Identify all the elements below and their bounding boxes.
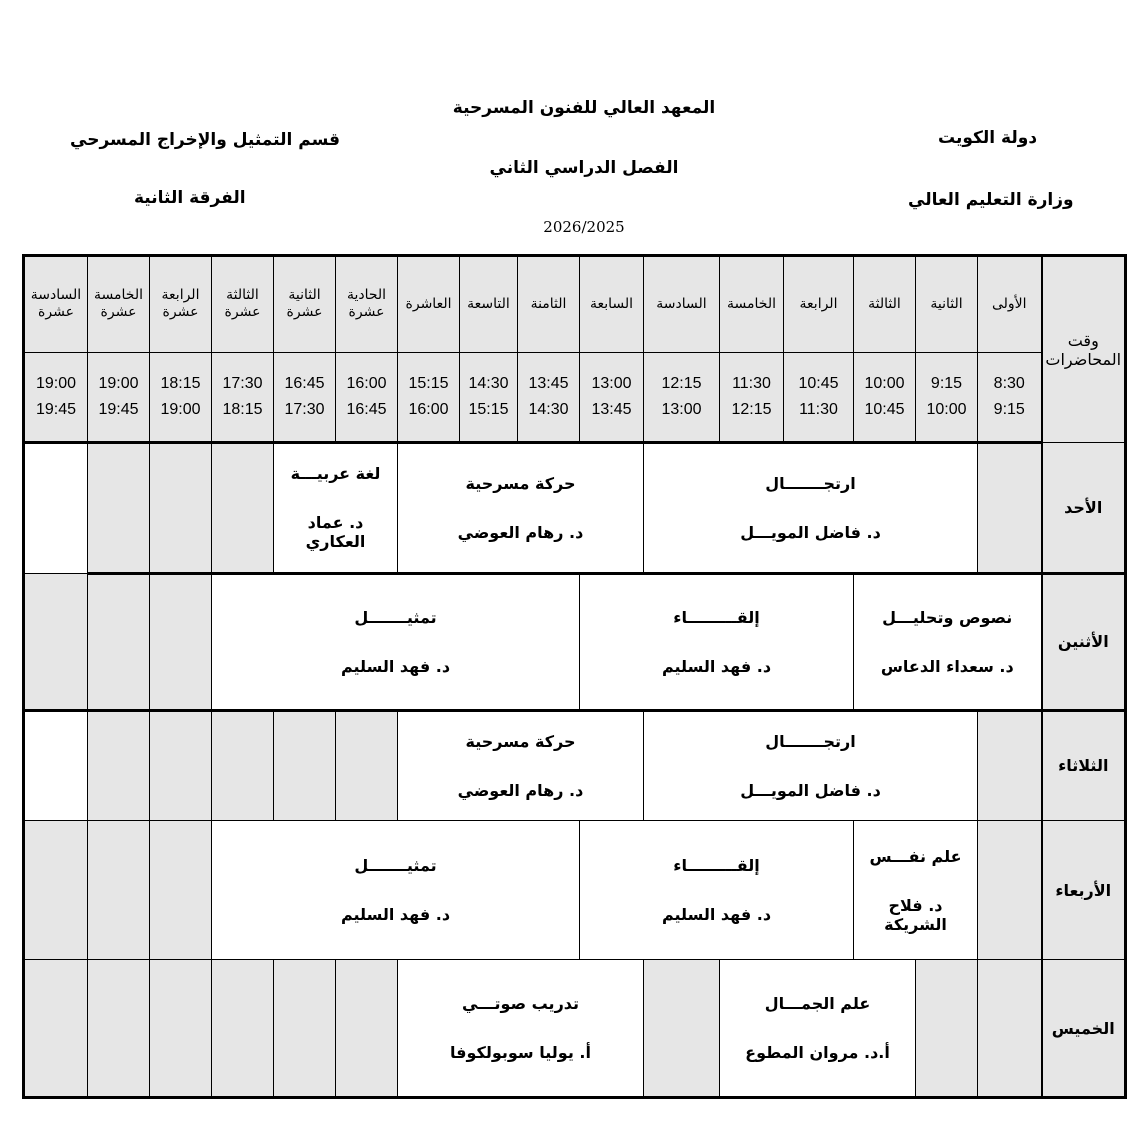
period-time	[398, 352, 460, 443]
day-label: الأربعاء	[1042, 821, 1126, 960]
day-row-monday	[24, 573, 1126, 710]
empty-slot	[88, 443, 150, 574]
day-label: الثلاثاء	[1042, 710, 1126, 821]
empty-slot	[212, 960, 274, 1098]
instructor-name: د. فهد السليم	[661, 905, 772, 925]
course-cell	[212, 821, 580, 960]
instructor-name: د. رهام العوضي	[457, 522, 584, 542]
start-time: 19:00	[35, 375, 77, 393]
course-cell	[854, 821, 978, 960]
class-group-label: الفرقة الثانية	[134, 188, 246, 208]
day-label: الأثنين	[1042, 573, 1126, 710]
day-row-wednesday	[24, 821, 1126, 960]
end-time: 19:00	[160, 400, 201, 418]
instructor-name: د. فهد السليم	[661, 656, 772, 676]
end-time: 15:15	[468, 400, 509, 418]
end-time: 19:45	[35, 400, 77, 418]
period-name: الرابعة	[784, 256, 854, 353]
period-time	[460, 352, 518, 443]
period-name: الخامسة عشرة	[88, 256, 150, 353]
period-name: الثالثة	[854, 256, 916, 353]
academic-year: 2026/2025	[543, 218, 625, 236]
course-cell	[644, 443, 978, 574]
empty-slot	[978, 821, 1042, 960]
instructor-name: د. عماد العكاري	[305, 513, 366, 552]
course-title: نصوص وتحليـــل	[882, 607, 1013, 627]
end-time: 16:00	[408, 400, 449, 418]
instructor-name: د. فلاح الشريكة	[884, 895, 947, 934]
empty-slot	[916, 960, 978, 1098]
instructor-name: أ.د. مروان المطوع	[745, 1043, 890, 1063]
period-time	[784, 352, 854, 443]
instructor-name: د. فاضل المويـــل	[740, 522, 881, 542]
start-time: 8:30	[993, 375, 1025, 393]
period-name: الثانية عشرة	[274, 256, 336, 353]
period-time	[150, 352, 212, 443]
instructor-name: د. فهد السليم	[340, 656, 451, 676]
empty-slot	[88, 710, 150, 821]
course-title: إلقـــــــــاء	[673, 856, 760, 876]
day-label: الخميس	[1042, 960, 1126, 1098]
empty-slot	[644, 960, 720, 1098]
start-time: 16:00	[346, 375, 387, 393]
empty-slot	[88, 821, 150, 960]
end-time: 13:00	[661, 400, 702, 418]
period-name: السادسة عشرة	[24, 256, 88, 353]
schedule-table	[22, 254, 1127, 1099]
course-title: تمثيـــــــل	[354, 856, 437, 876]
empty-slot	[150, 821, 212, 960]
institute-title: المعهد العالي للفنون المسرحية	[452, 98, 716, 118]
end-time: 10:00	[926, 400, 967, 418]
empty-slot	[978, 710, 1042, 821]
course-cell	[720, 960, 916, 1098]
course-cell	[398, 443, 644, 574]
period-time	[854, 352, 916, 443]
course-title: تدريب صوتـــي	[461, 994, 580, 1014]
start-time: 13:45	[528, 375, 569, 393]
start-time: 13:00	[591, 375, 632, 393]
course-cell	[212, 573, 580, 710]
end-time: 11:30	[799, 400, 838, 418]
empty-slot	[150, 573, 212, 710]
empty-slot	[88, 960, 150, 1098]
period-time	[978, 352, 1042, 443]
period-time	[212, 352, 274, 443]
course-cell	[398, 960, 644, 1098]
period-name: الثانية	[916, 256, 978, 353]
period-name: العاشرة	[398, 256, 460, 353]
semester-label: الفصل الدراسي الثاني	[489, 158, 679, 178]
course-title: حركة مسرحية	[465, 473, 576, 493]
course-cell	[644, 710, 978, 821]
empty-slot	[336, 710, 398, 821]
course-cell	[854, 573, 1042, 710]
period-name: الثالثة عشرة	[212, 256, 274, 353]
empty-slot	[978, 443, 1042, 574]
period-name: الرابعة عشرة	[150, 256, 212, 353]
period-time	[580, 352, 644, 443]
period-name: السابعة	[580, 256, 644, 353]
day-label: الأحد	[1042, 443, 1126, 574]
empty-slot	[24, 573, 88, 710]
instructor-name: د. سعداء الدعاس	[880, 656, 1014, 676]
day-row-tuesday	[24, 710, 1126, 821]
course-title: ارتجـــــــال	[765, 473, 856, 493]
lecture-time-header: وقت المحاضرات	[1042, 256, 1126, 443]
start-time: 10:45	[798, 375, 839, 393]
course-cell	[274, 443, 398, 574]
end-time: 19:45	[98, 400, 139, 418]
end-time: 12:15	[731, 400, 772, 418]
period-time	[24, 352, 88, 443]
day-row-sunday	[24, 443, 1126, 574]
empty-slot	[150, 710, 212, 821]
empty-slot	[88, 573, 150, 710]
start-time: 17:30	[222, 375, 263, 393]
country-label: دولة الكويت	[938, 128, 1038, 148]
start-time: 12:15	[661, 375, 702, 393]
course-title: تمثيـــــــل	[354, 607, 437, 627]
period-time	[644, 352, 720, 443]
start-time: 18:15	[160, 375, 201, 393]
period-name: الأولى	[978, 256, 1042, 353]
start-time: 16:45	[284, 375, 325, 393]
instructor-name: أ. يوليا سوبولكوفا	[450, 1043, 591, 1063]
course-cell	[580, 821, 854, 960]
empty-slot	[212, 443, 274, 574]
empty-slot	[150, 443, 212, 574]
start-time: 19:00	[98, 375, 139, 393]
instructor-name: د. فاضل المويـــل	[740, 780, 881, 800]
period-name: السادسة	[644, 256, 720, 353]
end-time: 9:15	[993, 400, 1025, 418]
empty-slot	[978, 960, 1042, 1098]
period-time	[916, 352, 978, 443]
course-title: لغة عربيـــة	[290, 464, 381, 484]
empty-slot	[150, 960, 212, 1098]
day-row-thursday	[24, 960, 1126, 1098]
end-time: 18:15	[222, 400, 263, 418]
period-times-row	[24, 352, 1126, 443]
course-cell	[580, 573, 854, 710]
period-name: التاسعة	[460, 256, 518, 353]
empty-slot	[24, 960, 88, 1098]
course-title: حركة مسرحية	[465, 731, 576, 751]
end-time: 13:45	[591, 400, 632, 418]
empty-slot	[336, 960, 398, 1098]
empty-slot	[24, 821, 88, 960]
start-time: 15:15	[408, 375, 449, 393]
instructor-name: د. فهد السليم	[340, 905, 451, 925]
period-time	[274, 352, 336, 443]
ministry-label: وزارة التعليم العالي	[908, 190, 1074, 210]
period-name: الثامنة	[518, 256, 580, 353]
course-title: إلقـــــــــاء	[673, 607, 760, 627]
end-time: 10:45	[864, 400, 905, 418]
start-time: 10:00	[864, 375, 905, 393]
course-title: علم الجمـــال	[764, 994, 871, 1014]
period-time	[518, 352, 580, 443]
start-time: 9:15	[930, 375, 963, 393]
period-time	[336, 352, 398, 443]
period-name: الحادية عشرة	[336, 256, 398, 353]
instructor-name: د. رهام العوضي	[457, 780, 584, 800]
start-time: 14:30	[468, 375, 509, 393]
department-label: قسم التمثيل والإخراج المسرحي	[70, 130, 341, 150]
empty-slot	[212, 710, 274, 821]
empty-slot	[274, 710, 336, 821]
course-title: علم نفـــس	[869, 846, 962, 866]
end-time: 16:45	[346, 400, 387, 418]
period-names-row	[24, 256, 1126, 353]
start-time: 11:30	[732, 375, 771, 393]
empty-slot	[274, 960, 336, 1098]
period-name: الخامسة	[720, 256, 784, 353]
end-time: 14:30	[528, 400, 569, 418]
period-time	[88, 352, 150, 443]
course-cell	[398, 710, 644, 821]
course-title: ارتجـــــــال	[765, 731, 856, 751]
period-time	[720, 352, 784, 443]
end-time: 17:30	[284, 400, 325, 418]
